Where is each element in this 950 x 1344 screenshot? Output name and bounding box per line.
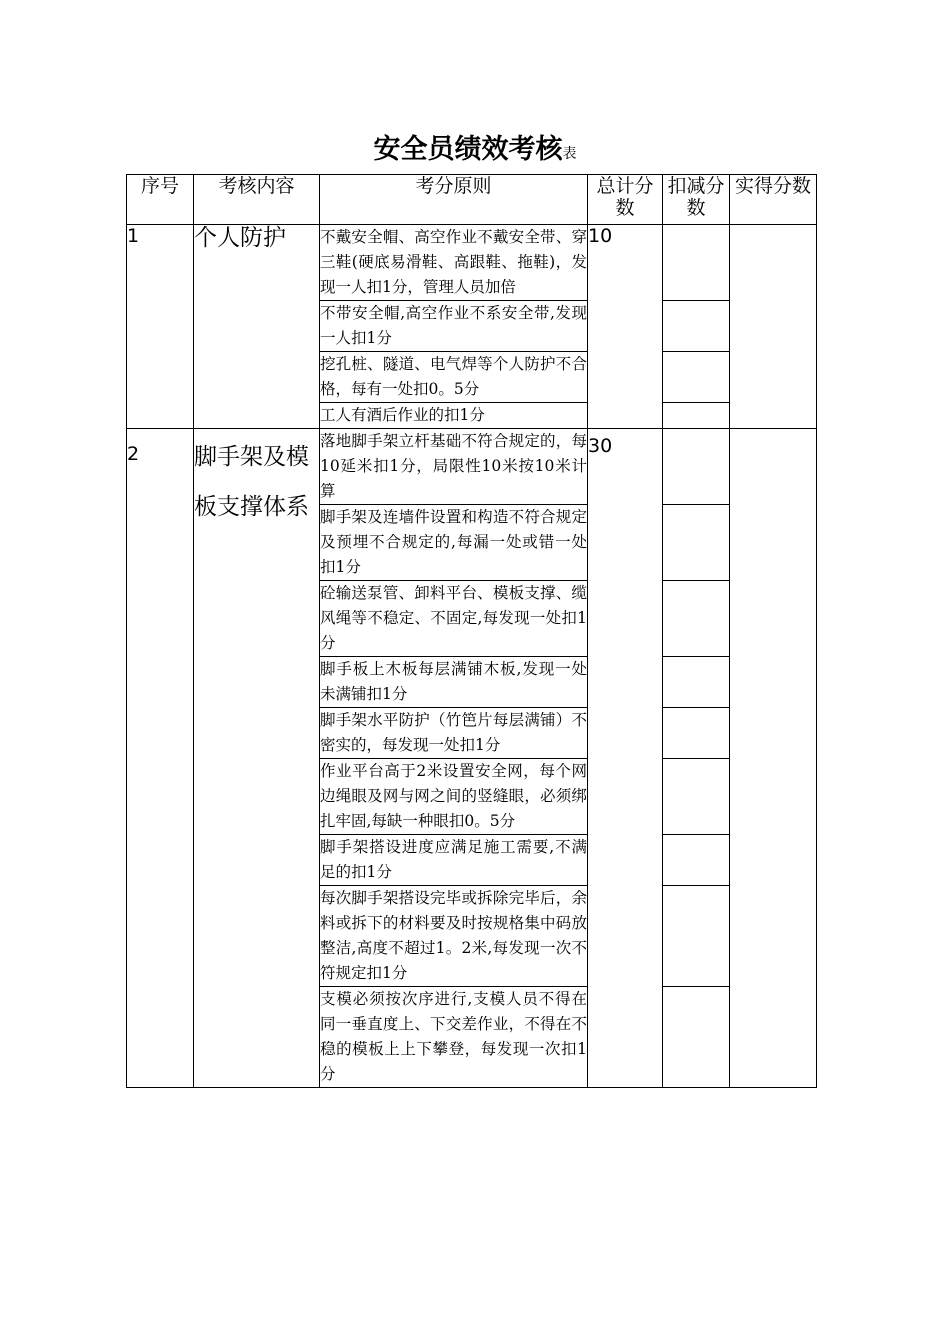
actual-score-cell[interactable]: [730, 429, 817, 1088]
header-principle: 考分原则: [320, 175, 588, 225]
rule-cell: 脚手架及连墙件设置和构造不符合规定及预埋不合规定的,每漏一处或错一处扣1分: [320, 505, 588, 581]
rule-cell: 脚手板上木板每层满铺木板,发现一处未满铺扣1分: [320, 657, 588, 708]
deduct-cell[interactable]: [663, 759, 730, 835]
deduct-cell[interactable]: [663, 886, 730, 987]
deduct-cell[interactable]: [663, 987, 730, 1088]
rule-cell: 脚手架水平防护（竹笆片每层满铺）不密实的，每发现一处扣1分: [320, 708, 588, 759]
rule-cell: 作业平台高于2米设置安全网，每个网边绳眼及网与网之间的竖缝眼，必须绑扎牢固,每缺一种眼扣0。5分: [320, 759, 588, 835]
assessment-table: [126, 174, 817, 1088]
rule-cell: 落地脚手架立杆基础不符合规定的，每10延米扣1分，局限性10米按10米计算: [320, 429, 588, 505]
deduct-cell[interactable]: [663, 505, 730, 581]
title-main: 安全员绩效考核: [373, 134, 563, 165]
deduct-cell[interactable]: [663, 835, 730, 886]
deduct-cell[interactable]: [663, 657, 730, 708]
deduct-cell[interactable]: [663, 403, 730, 429]
rule-cell: 脚手架搭设进度应满足施工需要,不满足的扣1分: [320, 835, 588, 886]
rule-cell: 挖孔桩、隧道、电气焊等个人防护不合格，每有一处扣0。5分: [320, 352, 588, 403]
header-total: 总计分数: [588, 175, 663, 225]
deduct-cell[interactable]: [663, 301, 730, 352]
header-actual: 实得分数: [730, 175, 817, 225]
table-row: [127, 225, 817, 301]
section-content: 个人防护: [194, 225, 320, 429]
header-deduct: 扣减分数: [663, 175, 730, 225]
rule-cell: 不戴安全帽、高空作业不戴安全带、穿三鞋(硬底易滑鞋、高跟鞋、拖鞋)，发现一人扣1分，管理人员加倍: [320, 225, 588, 301]
title-suffix: 表: [562, 146, 577, 162]
header-seq: 序号: [127, 175, 194, 225]
table-row: [127, 429, 817, 505]
rule-cell: 砼输送泵管、卸料平台、模板支撑、缆风绳等不稳定、不固定,每发现一处扣1分: [320, 581, 588, 657]
deduct-cell[interactable]: [663, 225, 730, 301]
rule-cell: 工人有酒后作业的扣1分: [320, 403, 588, 429]
deduct-cell[interactable]: [663, 352, 730, 403]
rule-cell: 每次脚手架搭设完毕或拆除完毕后，余料或拆下的材料要及时按规格集中码放整洁,高度不超过1。2米,每发现一次不符规定扣1分: [320, 886, 588, 987]
header-row: [127, 175, 817, 225]
section-total: 10: [588, 225, 663, 429]
actual-score-cell[interactable]: [730, 225, 817, 429]
document-title: [0, 132, 950, 172]
deduct-cell[interactable]: [663, 708, 730, 759]
deduct-cell[interactable]: [663, 429, 730, 505]
section-seq: 1: [127, 225, 194, 429]
section-total: 30: [588, 429, 663, 1088]
rule-cell: 支模必须按次序进行,支模人员不得在同一垂直度上、下交差作业，不得在不稳的模板上上下攀登，每发现一次扣1分: [320, 987, 588, 1088]
deduct-cell[interactable]: [663, 581, 730, 657]
section-content: 脚手架及模板支撑体系: [194, 429, 320, 1088]
header-content: 考核内容: [194, 175, 320, 225]
rule-cell: 不带安全帽,高空作业不系安全带,发现一人扣1分: [320, 301, 588, 352]
section-seq: 2: [127, 429, 194, 1088]
